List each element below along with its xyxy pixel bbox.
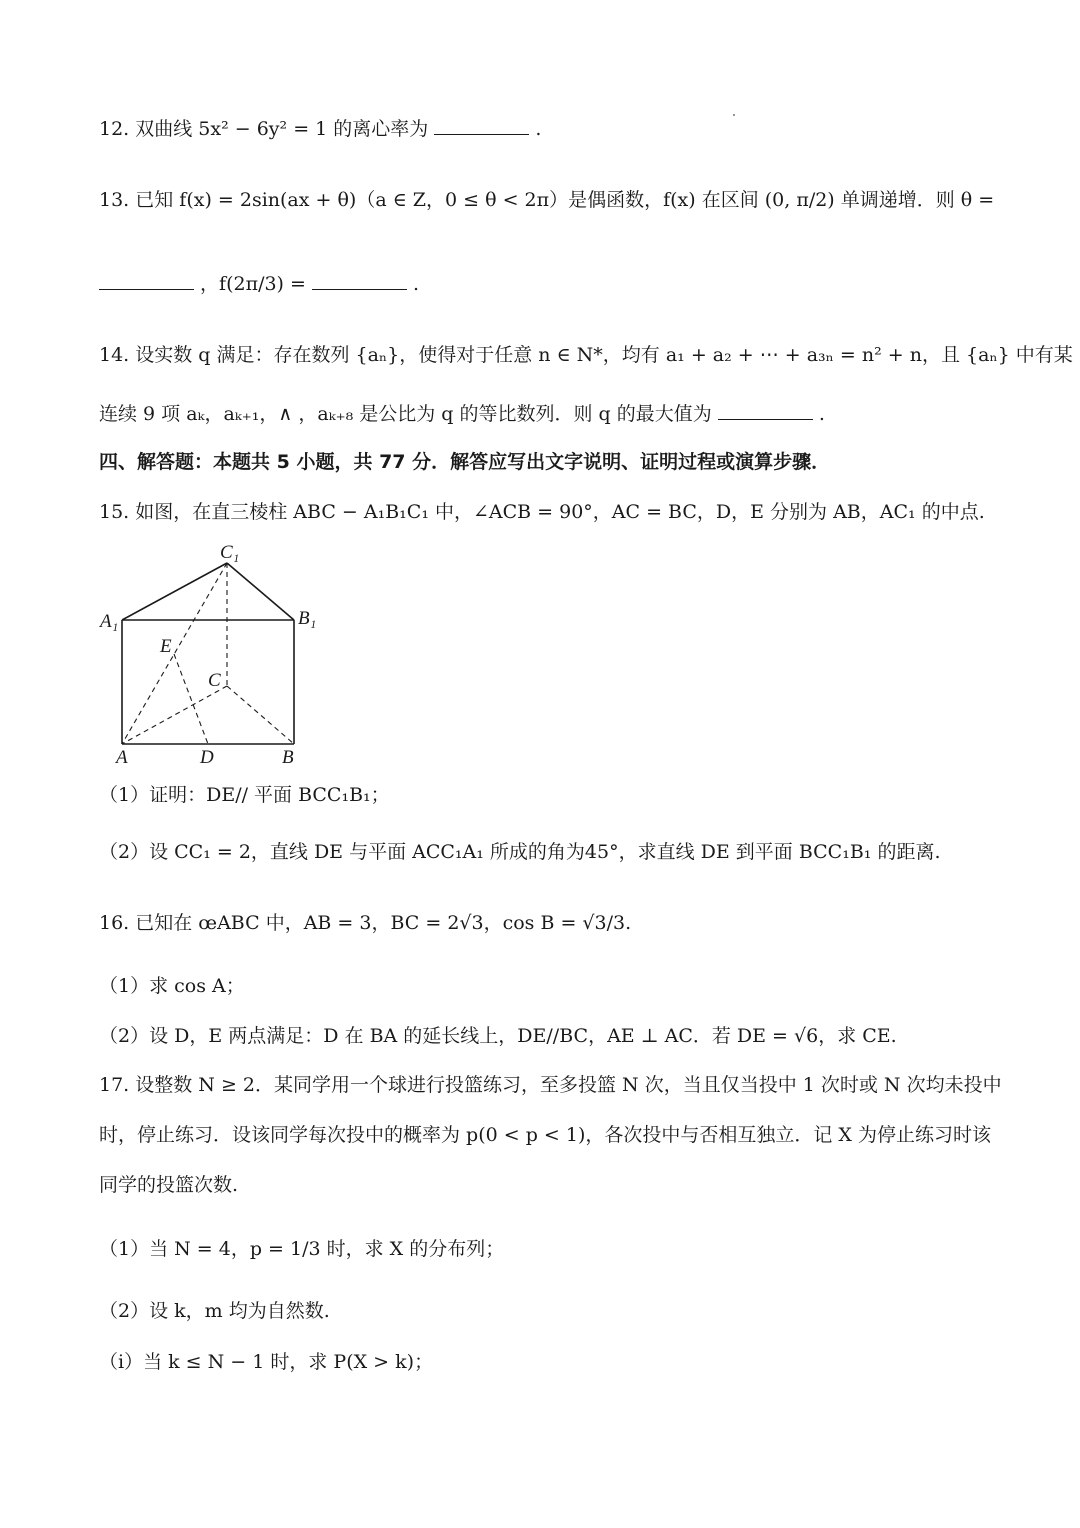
label-d: D xyxy=(200,747,214,768)
problem-13-mid: ，f(2π/3) = xyxy=(200,273,306,295)
problem-14-end: . xyxy=(818,403,825,425)
problem-12-text: 12. 双曲线 5x² − 6y² = 1 的离心率为 xyxy=(99,118,429,140)
label-a: A xyxy=(116,747,128,768)
problem-16-part-1: （1）求 cos A； xyxy=(99,975,245,997)
problem-13-line-1: 13. 已知 f(x) = 2sin(ax + θ)（a ∈ Z，0 ≤ θ < 2π）是偶函数，f(x) 在区间 (0, π/2) 单调递增．则 θ = xyxy=(99,189,995,211)
prism-diagram xyxy=(94,538,334,770)
answer-blank-13b xyxy=(312,288,407,290)
answer-blank-13a xyxy=(99,288,194,290)
edge-c1-a1 xyxy=(122,563,227,620)
problem-17-part-1: （1）当 N = 4，p = 1/3 时，求 X 的分布列； xyxy=(99,1238,505,1260)
edge-c1-a xyxy=(122,563,227,744)
problem-15-intro: 15. 如图，在直三棱柱 ABC − A₁B₁C₁ 中，∠ACB = 90°，AC = BC，D，E 分别为 AB，AC₁ 的中点. xyxy=(99,501,985,523)
problem-16-intro: 16. 已知在 œABC 中，AB = 3，BC = 2√3，cos B = √3/3. xyxy=(99,912,632,934)
label-c1: C₁ xyxy=(220,542,240,563)
problem-17-line-1: 17. 设整数 N ≥ 2．某同学用一个球进行投篮练习，至多投篮 N 次，当且仅当投中 1 次时或 N 次均未投中 xyxy=(99,1074,1002,1096)
problem-14-line-2 xyxy=(99,405,825,424)
problem-17-line-3: 同学的投篮次数. xyxy=(99,1174,239,1196)
edge-c1-b1 xyxy=(227,563,294,620)
problem-14-text: 连续 9 项 aₖ，aₖ₊₁，∧ ，aₖ₊₈ 是公比为 q 的等比数列．则 q 的最大值为 xyxy=(99,403,712,425)
answer-blank-12 xyxy=(434,133,529,135)
edge-c-b xyxy=(227,686,294,744)
label-b: B xyxy=(282,747,294,768)
problem-17-line-2: 时，停止练习．设该同学每次投中的概率为 p(0 < p < 1)，各次投中与否相互独立．记 X 为停止练习时该 xyxy=(99,1124,991,1146)
problem-12-end: . xyxy=(535,118,542,140)
scan-speck xyxy=(733,114,735,116)
problem-14-line-1: 14. 设实数 q 满足：存在数列 {aₙ}，使得对于任意 n ∈ N*，均有 a₁ + a₂ + ⋯ + a₃ₙ = n² + n，且 {aₙ} 中有某 xyxy=(99,344,1073,366)
problem-17-part-2: （2）设 k，m 均为自然数. xyxy=(99,1300,330,1322)
problem-17-part-2i: （i）当 k ≤ N − 1 时，求 P(X > k)； xyxy=(99,1351,434,1373)
section-heading: 四、解答题：本题共 5 小题，共 77 分．解答应写出文字说明、证明过程或演算步骤． xyxy=(99,451,831,473)
problem-12 xyxy=(99,120,541,139)
label-b1: B₁ xyxy=(298,608,317,629)
label-c: C xyxy=(208,670,221,691)
label-a1: A₁ xyxy=(100,611,119,632)
answer-blank-14 xyxy=(718,418,813,420)
problem-13-end: . xyxy=(413,273,420,295)
problem-13-line-2 xyxy=(99,275,419,294)
problem-15-part-2: （2）设 CC₁ = 2，直线 DE 与平面 ACC₁A₁ 所成的角为45°，求直线 DE 到平面 BCC₁B₁ 的距离. xyxy=(99,841,941,863)
problem-16-part-2: （2）设 D，E 两点满足：D 在 BA 的延长线上，DE//BC，AE ⊥ AC．若 DE = √6，求 CE. xyxy=(99,1025,897,1047)
edge-c-a xyxy=(122,686,227,744)
label-e: E xyxy=(160,636,172,657)
problem-15-part-1: （1）证明：DE// 平面 BCC₁B₁； xyxy=(99,784,390,806)
